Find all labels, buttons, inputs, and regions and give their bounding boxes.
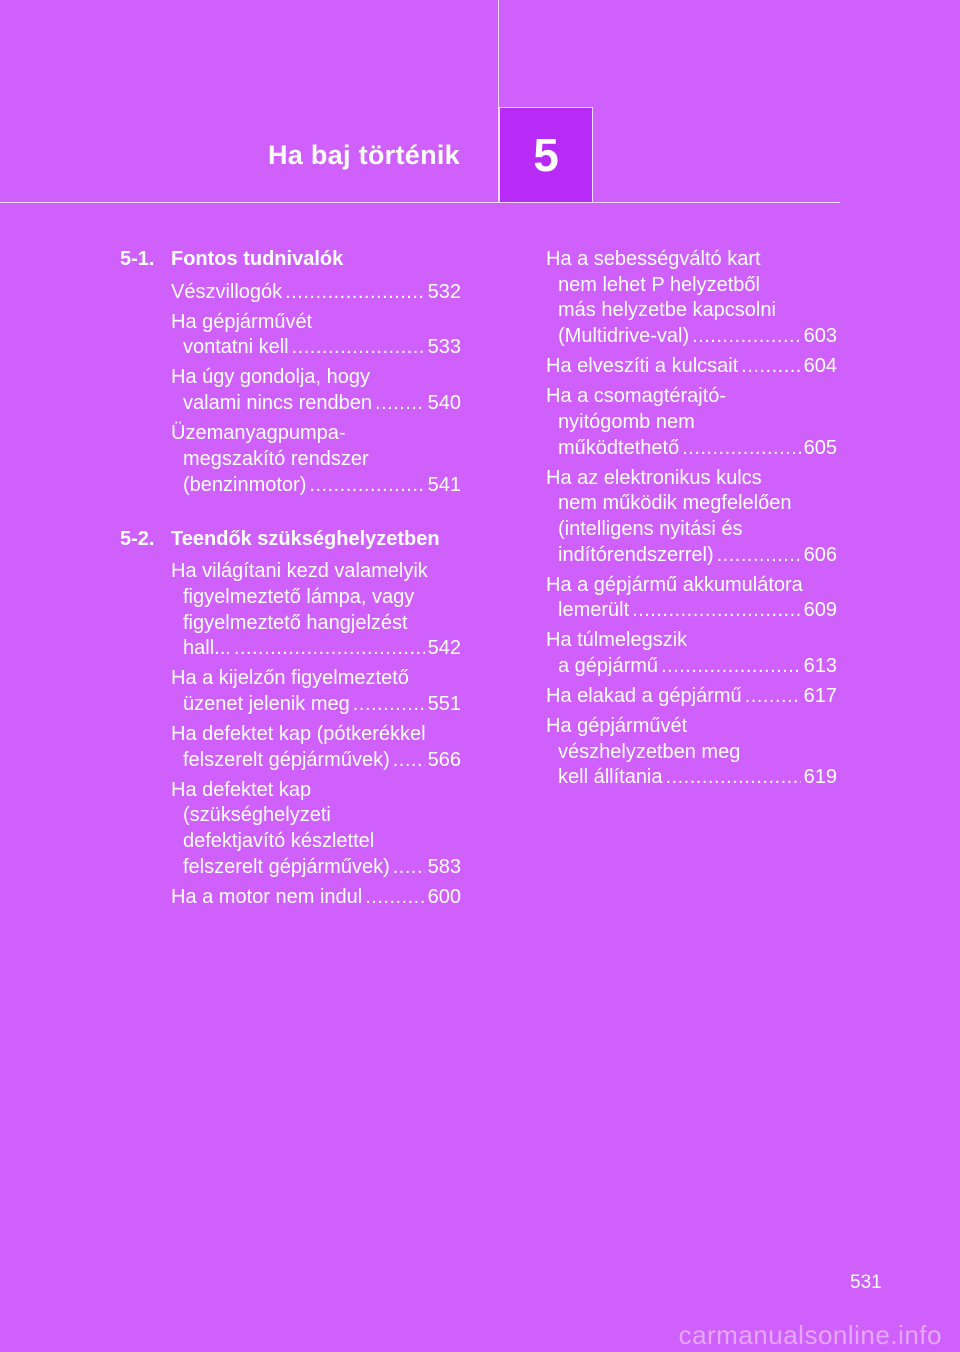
toc-entry[interactable] [171, 778, 461, 881]
watermark: carmanualsonline.info [678, 1320, 942, 1350]
toc-entry-text: Ha a csomagtérajtó- [546, 385, 727, 408]
toc-entry[interactable] [171, 365, 461, 416]
toc-entry[interactable] [546, 354, 837, 380]
dot-leader [292, 335, 425, 361]
toc-page-number: 542 [427, 637, 461, 660]
toc-entry-text: lemerült [558, 599, 630, 622]
dot-leader [745, 684, 801, 710]
toc-page-number: 566 [427, 748, 461, 771]
dot-leader [717, 543, 801, 569]
toc-left-column [120, 247, 461, 915]
toc-entry-text: figyelmeztető hangjelzést [183, 611, 408, 634]
section-entries [120, 559, 461, 910]
toc-entry-text: Ha a sebességváltó kart [546, 248, 761, 270]
toc-entry[interactable] [546, 247, 837, 350]
toc-entry-text: valami nincs rendben [183, 392, 372, 415]
toc-page-number: 617 [803, 685, 837, 708]
dot-leader [632, 598, 800, 624]
section-heading [120, 247, 461, 273]
toc-entry-text: Ha gépjárművét [171, 310, 313, 333]
toc-page-number: 619 [803, 766, 837, 789]
toc-entry-text: felszerelt gépjárművek) [183, 855, 390, 878]
toc-entry-text: Üzemanyagpumpa- [171, 422, 346, 445]
section-title: Teendők szükséghelyzetben [171, 527, 440, 550]
toc-entry[interactable] [171, 310, 461, 361]
toc-entry-text: figyelmeztető lámpa, vagy [183, 585, 415, 608]
dot-leader [285, 280, 424, 306]
toc-page-number: 551 [427, 693, 461, 716]
chapter-number-tab [499, 107, 593, 202]
dot-leader [353, 692, 425, 718]
dot-leader [309, 473, 424, 499]
toc-entry-text: vontatni kell [183, 336, 289, 359]
toc-entry-text: nem lehet P helyzetből [558, 273, 760, 296]
toc-entry-text: indítórendszerrel) [558, 543, 714, 566]
toc-page-number: 583 [427, 855, 461, 878]
toc-entry-text: (szükséghelyzeti [183, 804, 331, 827]
toc-entry-text: felszerelt gépjárművek) [183, 748, 390, 771]
toc-entry[interactable] [171, 421, 461, 498]
toc-entry-text: nem működik megfelelően [558, 492, 792, 515]
toc-entry-text: (Multidrive-val) [558, 325, 690, 348]
toc-entry-text: (intelligens nyitási és [558, 517, 743, 540]
toc-page-number: 605 [803, 436, 837, 459]
toc-entry-text: más helyzetbe kapcsolni [558, 299, 776, 322]
toc-page-number: 604 [803, 355, 837, 378]
toc-entry-text: Ha elakad a gépjármű [546, 685, 742, 708]
chapter-title: Ha baj történik [267, 140, 460, 170]
dot-leader [365, 885, 424, 911]
dot-leader [661, 654, 801, 680]
toc-page-number: 532 [427, 280, 461, 303]
toc-entry[interactable] [171, 280, 461, 306]
section-title: Fontos tudnivalók [171, 248, 344, 270]
toc-entry[interactable] [546, 684, 837, 710]
toc-entry-text: defektjavító készlettel [183, 830, 375, 853]
toc-entry-text: a gépjármű [558, 655, 659, 678]
toc-page-number: 609 [803, 599, 837, 622]
dot-leader [393, 748, 425, 774]
toc-entry-text: Ha úgy gondolja, hogy [171, 366, 371, 389]
toc-entry[interactable] [546, 628, 837, 679]
dot-leader [682, 436, 800, 462]
toc-page-number: 600 [427, 885, 461, 908]
toc-entry-text: Ha a motor nem indul [171, 885, 363, 908]
toc-entry-text: nyitógomb nem [558, 410, 695, 433]
toc-entry-text: (benzinmotor) [183, 473, 307, 496]
toc-entry[interactable] [171, 722, 461, 773]
toc-entry[interactable] [546, 466, 837, 569]
toc-entry-text: kell állítania [558, 766, 663, 789]
dot-leader [393, 855, 425, 881]
chapter-number: 5 [533, 129, 559, 181]
toc-entry-text: Ha a kijelzőn figyelmeztető [171, 667, 409, 690]
toc-entry[interactable] [171, 666, 461, 717]
toc-entry[interactable] [171, 559, 461, 662]
toc-entry-text: Ha az elektronikus kulcs [546, 466, 762, 489]
section-number: 5-2. [120, 527, 155, 550]
toc-entry-text: Ha defektet kap (pótkerékkel [171, 723, 426, 746]
toc-page-number: 540 [427, 392, 461, 415]
toc-entry-text: Ha túlmelegszik [546, 629, 688, 652]
toc-entry-text: működtethető [558, 436, 680, 459]
toc-entry[interactable] [546, 573, 837, 624]
dot-leader [234, 636, 425, 662]
toc-entry-text: megszakító rendszer [183, 447, 369, 470]
toc-page-number: 541 [427, 473, 461, 496]
toc-entry-text: Vészvillogók [171, 280, 283, 303]
toc-entry-text: vészhelyzetben meg [558, 740, 741, 763]
toc-entry-text: Ha a gépjármű akkumulátora [546, 573, 803, 596]
toc-page-number: 606 [803, 543, 837, 566]
toc-entry-text: Ha defektet kap [171, 778, 312, 801]
section-entries [120, 280, 461, 499]
dot-leader [666, 765, 801, 791]
dot-leader [375, 391, 425, 417]
toc-entry-text: Ha gépjárművét [546, 715, 688, 738]
toc-entry-text: üzenet jelenik meg [183, 693, 350, 716]
toc-entry-text: Ha elveszíti a kulcsait [546, 355, 739, 378]
toc-right-column [546, 247, 837, 795]
dot-leader [692, 324, 801, 350]
header-divider [0, 202, 840, 203]
section-number: 5-1. [120, 248, 155, 270]
toc-entry[interactable] [171, 885, 461, 911]
toc-page-number: 533 [427, 336, 461, 359]
section-heading [120, 527, 461, 553]
toc-page-number: 613 [803, 655, 837, 678]
dot-leader [741, 354, 800, 380]
toc-entry-text: hall... [183, 637, 231, 660]
toc-entry-text: Ha világítani kezd valamelyik [171, 560, 428, 583]
toc-page-number: 603 [803, 325, 837, 348]
toc-entry[interactable] [546, 384, 837, 461]
page-number: 531 [850, 1272, 882, 1293]
toc-entry[interactable] [546, 714, 837, 791]
